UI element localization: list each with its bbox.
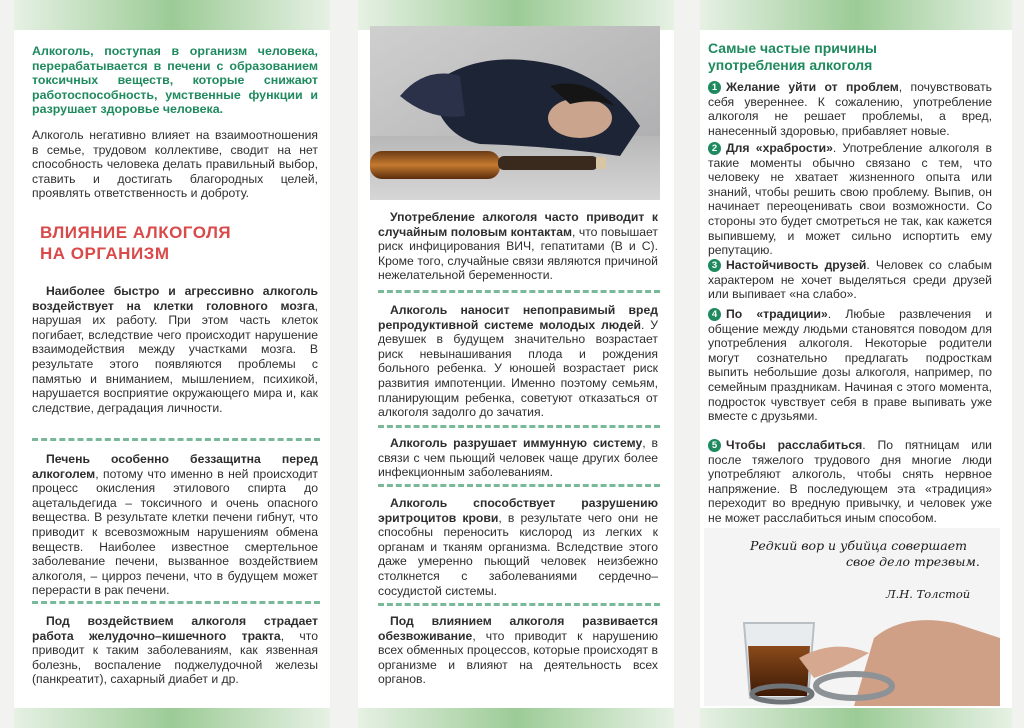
quote-photo — [704, 528, 1000, 706]
panel-left — [14, 0, 330, 728]
brain-bold: Наиболее быстро и агрессивно алкоголь воздействует на клетки головного мозга — [32, 284, 318, 313]
reason-text: . По пятницам или после тяжелого трудового дня многие люди употребляют алкоголь, чтобы снять нервное напряжение. В последующем эта «традиция» переходит во вредную привычку, и человек уже не может расслабиться иным способом. — [708, 438, 992, 525]
divider — [32, 601, 320, 604]
gi-paragraph — [32, 614, 318, 687]
top-green-band — [700, 0, 1012, 30]
intro-text: Алкоголь, поступая в организм человека, перерабатывается в печени с образованием токсичных веществ, которые снижают работоспособность, умственные функции и разрушает здоровье человека. — [32, 44, 318, 117]
divider — [378, 290, 660, 293]
quote-author: Л.Н. Толстой — [886, 587, 971, 601]
dehydration-paragraph — [378, 614, 658, 687]
repro-paragraph — [378, 303, 658, 420]
reason-text: , почувствовать себя увереннее. К сожалению, употребление алкоголя не решает проблемы, а вред, нанесенный здоровью, прибавляет новые. — [708, 80, 992, 138]
sex-paragraph — [378, 210, 658, 283]
reasons-heading — [708, 40, 877, 74]
reason-item — [708, 258, 992, 302]
liver-text: , потому что именно в ней происходит процесс окисления этилового спирта до ацетальдегида – токсичного и очень опасного вещества. В результате клетки печени гибнут, что приводит к всевозможным нарушениям обмена веществ. Наиболее известное смертельное заболевание печени, вызванное воздействием алкоголя, – цирроз печени, что в будущем может перерасти в рак печени. — [32, 466, 318, 598]
brain-paragraph — [32, 284, 318, 415]
photo-illustration — [370, 26, 660, 200]
bottom-green-band — [700, 708, 1012, 728]
section-heading — [40, 222, 231, 264]
immune-text: , в связи с чем пьющий человек чаще других более инфекционным заболеваниям. — [378, 436, 658, 480]
divider — [32, 438, 320, 441]
gi-bold: Под воздействием алкоголя страдает работа желудочно–кишечного тракта — [32, 614, 318, 643]
bottom-green-band — [358, 708, 674, 728]
repro-bold: Алкоголь наносит непоправимый вред репродуктивной системе молодых людей — [378, 303, 658, 332]
reason-title: Настойчивость друзей — [726, 258, 867, 272]
immune-paragraph — [378, 436, 658, 480]
reason-item — [708, 80, 992, 138]
drunk-person-photo — [370, 26, 660, 200]
reason-text: . Употребление алкоголя в такие моменты обычно связано с тем, что человеку не хватает жизненного опыта или знаний, чтобы решить свою проблему. Выпив, он начинает переоценивать свои возможности. Со стороны это будет смотреться не так, как кажется выпившему, и может сильно испортить ему репутацию. — [708, 141, 992, 258]
heading-line-2: НА ОРГАНИЗМ — [40, 244, 170, 263]
brain-text: , нарушая их работу. При этом часть клеток погибает, вследствие чего происходит нарушение взаимодействия между участками мозга. В результате этого появляются проблемы с памятью и вниманием, мышлением, психикой, нарушается восприятие окружающего мира и, как следствие, деградация личности. — [32, 298, 318, 415]
blood-paragraph — [378, 496, 658, 598]
bottom-green-band — [14, 708, 330, 728]
quote-line-2: свое дело трезвым. — [846, 554, 980, 569]
number-badge: 1 — [708, 81, 721, 94]
reason-title: Для «храбрости» — [726, 141, 833, 155]
number-badge: 2 — [708, 142, 721, 155]
panel-middle — [358, 0, 674, 728]
dehydration-bold: Под влиянием алкоголя развивается обезвоживание — [378, 614, 658, 643]
quote-line-1: Редкий вор и убийца совершает — [750, 538, 967, 553]
repro-text: . У девушек в будущем значительно возрастает риск невынашивания плода и рождения больного ребенка. У юношей возрастает риск развития импотенции. Именно поэтому семьям, планирующим ребенка, советуют отказаться от алкоголя задолго до зачатия. — [378, 317, 658, 420]
number-badge: 3 — [708, 259, 721, 272]
reason-text: . Любые развлечения и общение между людьми становятся поводом для употребления алкоголя. Некоторые родители могут сознательно предлагать подросткам выпить небольшие дозы алкоголя, например, по семейным праздникам. Начиная с этого момента, подросток чувствует себя в праве выпивать уже вместе с друзьями. — [708, 307, 992, 424]
gi-text: , что приводит к таким заболеваниям, как язвенная болезнь, воспаление поджелудочной железы (панкреатит), сахарный диабет и др. — [32, 628, 318, 687]
panel-right — [700, 0, 1012, 728]
sex-text: , что повышает риск инфицирования ВИЧ, гепатитами (В и С). Кроме того, случайные связи являются причиной нежелательной беременности. — [378, 224, 659, 283]
immune-bold: Алкоголь разрушает иммунную систему — [390, 436, 643, 450]
number-badge: 4 — [708, 308, 721, 321]
liver-paragraph — [32, 452, 318, 598]
reasons-heading-line-1: Самые частые причины — [708, 40, 878, 56]
divider — [378, 484, 660, 487]
quote-text — [750, 538, 980, 570]
top-green-band — [14, 0, 330, 30]
paragraph-social: Алкоголь негативно влияет на взаимоотношения в семье, трудовом коллективе, сводит на нет способность человека делать правильный выбор, ставить и достигать благородных целей, проявлять ответственность и доброту. — [32, 128, 318, 201]
reason-item — [708, 307, 992, 424]
reason-item — [708, 141, 992, 258]
sex-bold: Употребление алкоголя часто приводит к случайным половым контактам — [378, 210, 658, 239]
blood-text: , в результате чего они не способны переносить кислород из легких к органам и тканям организма. Вследствие этого даже умеренно пьющий человек неизбежно столкнется с заболеваниями сердечно–сосудистой системы. — [378, 510, 658, 598]
reason-title: Чтобы расслабиться — [726, 438, 863, 452]
reason-title: Желание уйти от проблем — [726, 80, 899, 94]
reason-title: По «традиции» — [726, 307, 828, 321]
dehydration-text: , что приводит к нарушению всех обменных процессов, которые происходят в организме и влияют на деятельность всех органов. — [378, 628, 658, 687]
reason-item — [708, 438, 992, 526]
liver-bold: Печень особенно беззащитна перед алкоголем — [32, 452, 318, 481]
blood-bold: Алкоголь способствует разрушению эритроцитов крови — [378, 496, 658, 525]
divider — [378, 603, 660, 606]
number-badge: 5 — [708, 439, 721, 452]
divider — [378, 425, 660, 428]
reasons-heading-line-2: употребления алкоголя — [708, 57, 873, 73]
heading-line-1: ВЛИЯНИЕ АЛКОГОЛЯ — [40, 223, 232, 242]
reason-text: . Человек со слабым характером не хочет выделяться среди друзей или выпивает «на слабо». — [708, 258, 992, 302]
